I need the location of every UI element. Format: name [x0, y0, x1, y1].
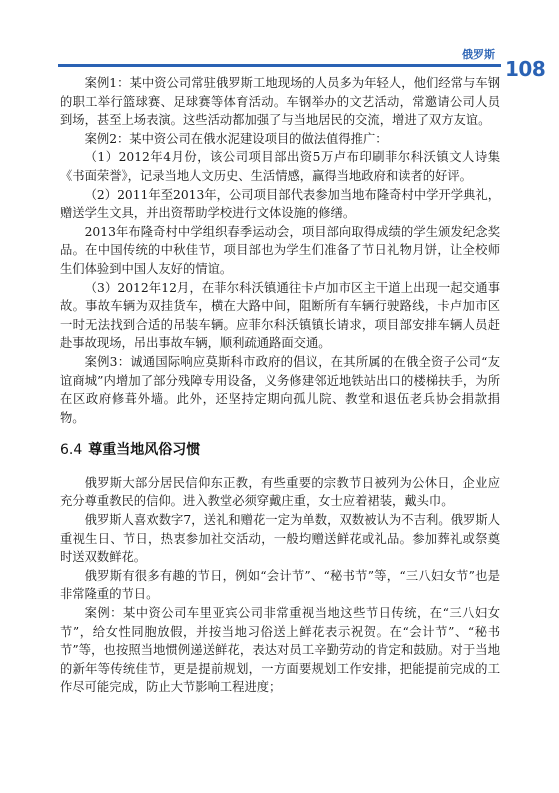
paragraph: 案例：某中资公司车里亚宾公司非常重视当地这些节日传统，在“三八妇女节”，给女性同胞放假，并按当地习俗送上鲜花表示祝贺。在“会计节”、“秘书节”等，也按照当地惯例递送鲜花，表达对员工辛勤劳动的肯定和鼓励。对于当地的新年等传统佳节，更是提前规划，一方面要规划工作安排，把能提前完成的工作尽可能完成，防止大节影响工程进度； [60, 606, 500, 695]
section-heading [60, 441, 500, 460]
section-heading-number: 6.4 [60, 442, 83, 459]
paragraph: 俄罗斯有很多有趣的节日，例如“会计节”、“秘书节”等，“三八妇女节”也是非常隆重的节日。 [60, 568, 500, 602]
paragraph: 俄罗斯大部分居民信仰东正教，有些重要的宗教节日被列为公休日，企业应充分尊重教民的信仰。进入教堂必须穿戴庄重，女士应着裙装，戴头巾。 [60, 475, 500, 509]
paragraph: （3）2012年12月，在菲尔科沃镇通往卡卢加市区主干道上出现一起交通事故。事故车辆为双挂货车，横在大路中间，阻断所有车辆行驶路线，卡卢加市区一时无法找到合适的吊装车辆。应菲尔科沃镇镇长请求，项目部安排车辆人员赶赴事故现场，吊出事故车辆，顺利疏通路面交通。 [60, 280, 500, 351]
section-label: 俄罗斯 [462, 48, 495, 61]
page-body [60, 74, 500, 697]
page-number: 108 [505, 57, 546, 81]
paragraph: 案例2：某中资公司在俄水泥建设项目的做法值得推广： [84, 131, 388, 146]
paragraph: 案例1：某中资公司常驻俄罗斯工地现场的人员多为年轻人，他们经常与车钢的职工举行篮球赛、足球赛等体育活动。车钢举办的文艺活动，常邀请公司人员到场，甚至上场表演。这些活动都加强了与当地居民的交流，增进了双方友谊。 [60, 76, 500, 128]
paragraph: 俄罗斯人喜欢数字7，送礼和赠花一定为单数，双数被认为不吉利。俄罗斯人重视生日、节日，热衷参加社交活动，一般均赠送鲜花或礼品。参加葬礼或祭奠时送双数鲜花。 [60, 513, 500, 565]
header-rule [58, 64, 501, 67]
paragraph: 案例3：诚通国际响应莫斯科市政府的倡议，在其所属的在俄全资子公司“友谊商城”内增加了部分残障专用设备，义务修建邻近地铁站出口的楼梯扶手，为所在区政府修葺外墙。此外，还坚持定期向孤儿院、教堂和退伍老兵协会捐款捐物。 [60, 354, 500, 425]
paragraph: （1）2012年4月份，该公司项目部出资5万卢布印刷菲尔科沃镇文人诗集《书面荣誉》，记录当地人文历史、生活情感，赢得当地政府和读者的好评。 [60, 150, 500, 183]
section-heading-title: 尊重当地风俗习惯 [88, 442, 201, 459]
paragraph: （2）2011年至2013年，公司项目部代表参加当地布隆奇村中学开学典礼，赠送学生文具，并出资帮助学校进行文体设施的修缮。 [60, 187, 500, 221]
paragraph: 2013年布隆奇村中学组织春季运动会，项目部向取得成绩的学生颁发纪念奖品。在中国传统的中秋佳节，项目部也为学生们准备了节日礼物月饼，让全校师生们体验到中国人友好的情谊。 [60, 224, 500, 276]
